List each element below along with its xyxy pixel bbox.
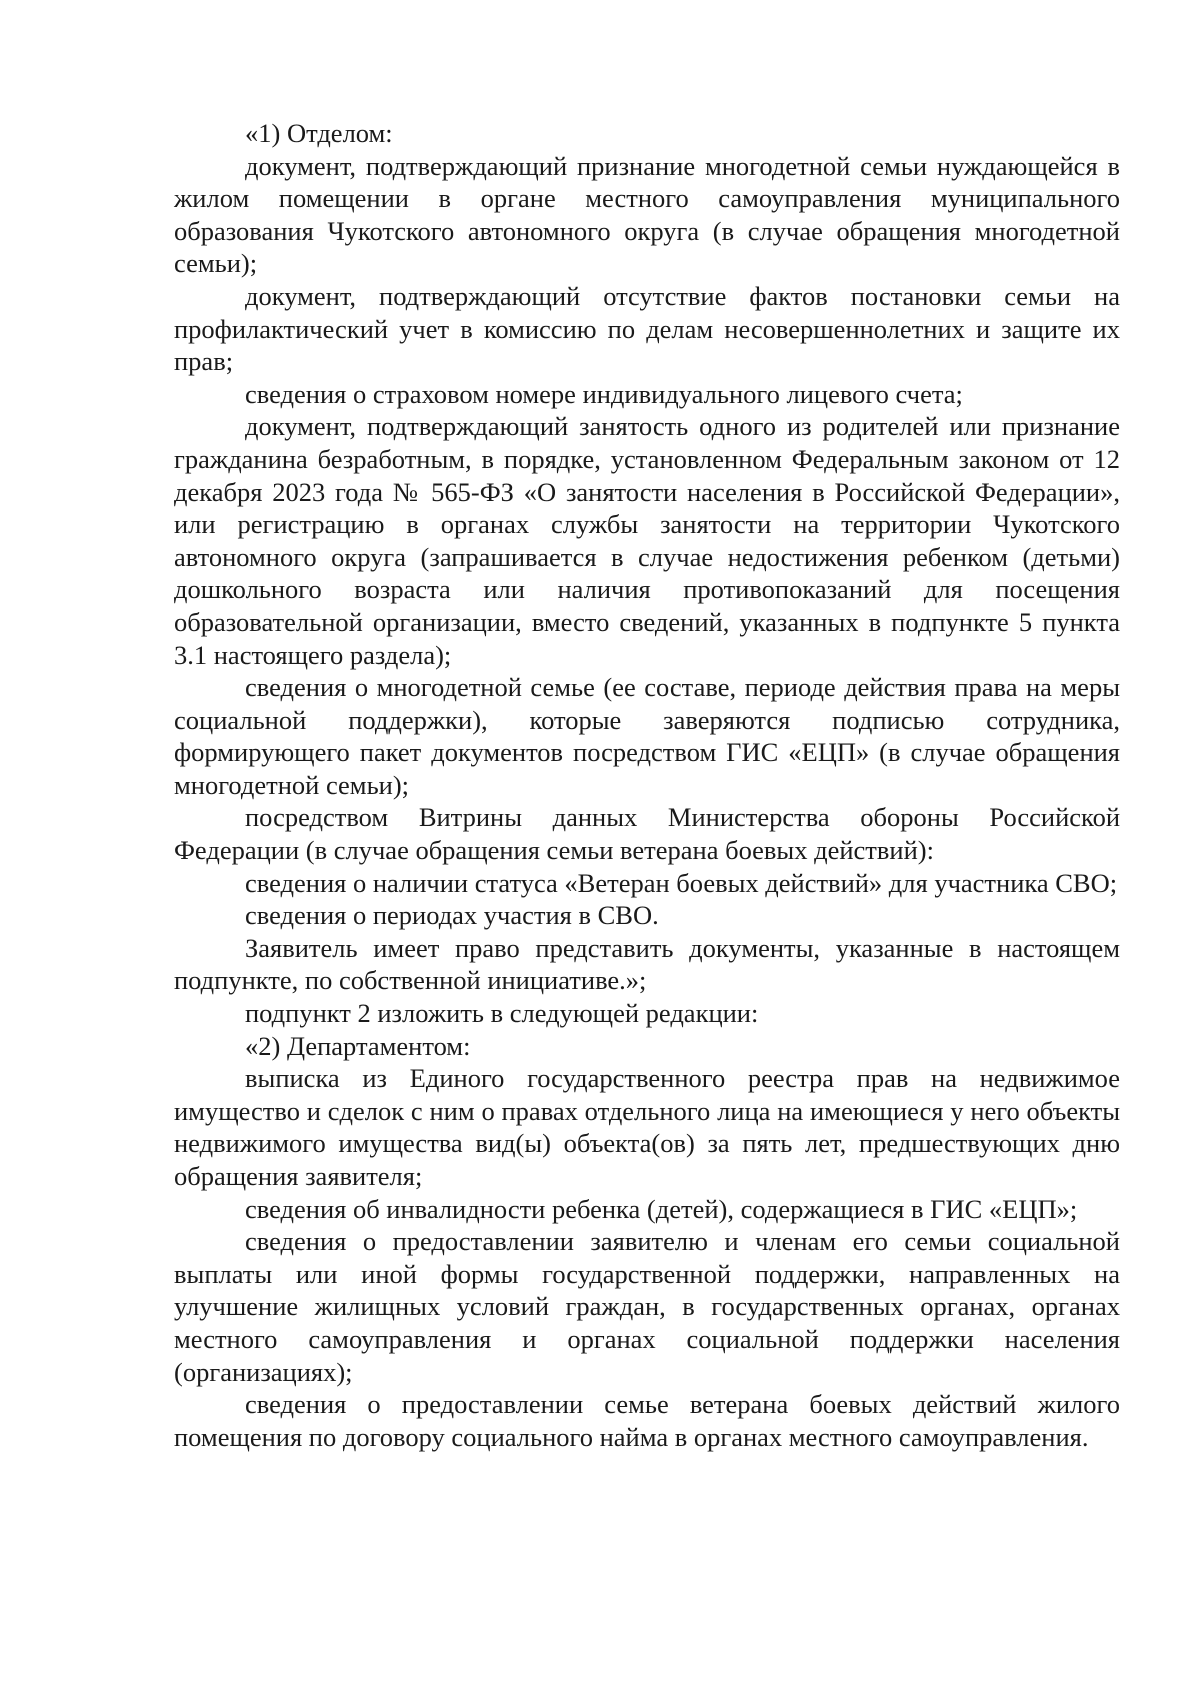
paragraph-large-family-info: сведения о многодетной семье (ее составе, периоде действия права на меры социальной поддержки), которые заверяются подписью сотрудника, формирующего пакет документов посредством ГИС «ЕЦП» (в случае обращения многодетной семьи); <box>174 672 1120 800</box>
paragraph-veteran-housing-info: сведения о предоставлении семье ветерана боевых действий жилого помещения по договору социального найма в органах местного самоуправления. <box>174 1389 1120 1452</box>
paragraph-no-juvenile-registration: документ, подтверждающий отсутствие фактов постановки семьи на профилактический учет в комиссию по делам несовершеннолетних и защите их прав; <box>174 280 1120 377</box>
paragraph-large-family-needs-housing: документ, подтверждающий признание многодетной семьи нуждающейся в жилом помещении в органе местного самоуправления муниципального образования Чукотского автономного округа (в случае обращения многодетной семьи); <box>174 150 1120 279</box>
paragraph-applicant-right: Заявитель имеет право представить документы, указанные в настоящем подпункте, по собственной инициативе.»; <box>174 932 1120 996</box>
paragraph-subclause-2-edit: подпункт 2 изложить в следующей редакции: <box>245 998 759 1029</box>
paragraph-employment-document: документ, подтверждающий занятость одного из родителей или признание гражданина безработным, в порядке, установленном Федеральным законом от 12 декабря 2023 года № 565-ФЗ «О занятости населения в Российской Федерации», или регистрацию в органах службы занятости на территории Чукотского автономного округа (запрашивается в случае недостижения ребенком (детьми) дошкольного возраста или наличия противопоказаний для посещения образовательной организации, вместо сведений, указанных в подпункте 5 пункта 3.1 настоящего раздела); <box>174 411 1120 670</box>
paragraph-svo-periods: сведения о периодах участия в СВО. <box>245 900 659 931</box>
paragraph-department-heading: «2) Департаментом: <box>245 1030 471 1061</box>
paragraph-child-disability: сведения об инвалидности ребенка (детей), содержащиеся в ГИС «ЕЦП»; <box>245 1193 1078 1224</box>
document-page <box>174 117 1120 1453</box>
paragraph-otdelom-heading: «1) Отделом: <box>245 118 393 148</box>
paragraph-snils: сведения о страховом номере индивидуального лицевого счета; <box>245 378 963 409</box>
paragraph-social-payment-info: сведения о предоставлении заявителю и членам его семьи социальной выплаты или иной формы государственной поддержки, направленных на улучшение жилищных условий граждан, в государственных органах, органах местного самоуправления и органах социальной поддержки населения (организациях); <box>174 1226 1120 1387</box>
paragraph-real-estate-extract: выписка из Единого государственного реестра прав на недвижимое имущество и сделок с ним о правах отдельного лица на имеющиеся у него объекты недвижимого имущества вид(ы) объекта(ов) за пять лет, предшествующих дню обращения заявителя; <box>174 1063 1120 1191</box>
paragraph-veteran-status: сведения о наличии статуса «Ветеран боевых действий» для участника СВО; <box>245 867 1118 898</box>
paragraph-defense-ministry-showcase: посредством Витрины данных Министерства обороны Российской Федерации (в случае обращения семьи ветерана боевых действий): <box>174 802 1120 866</box>
